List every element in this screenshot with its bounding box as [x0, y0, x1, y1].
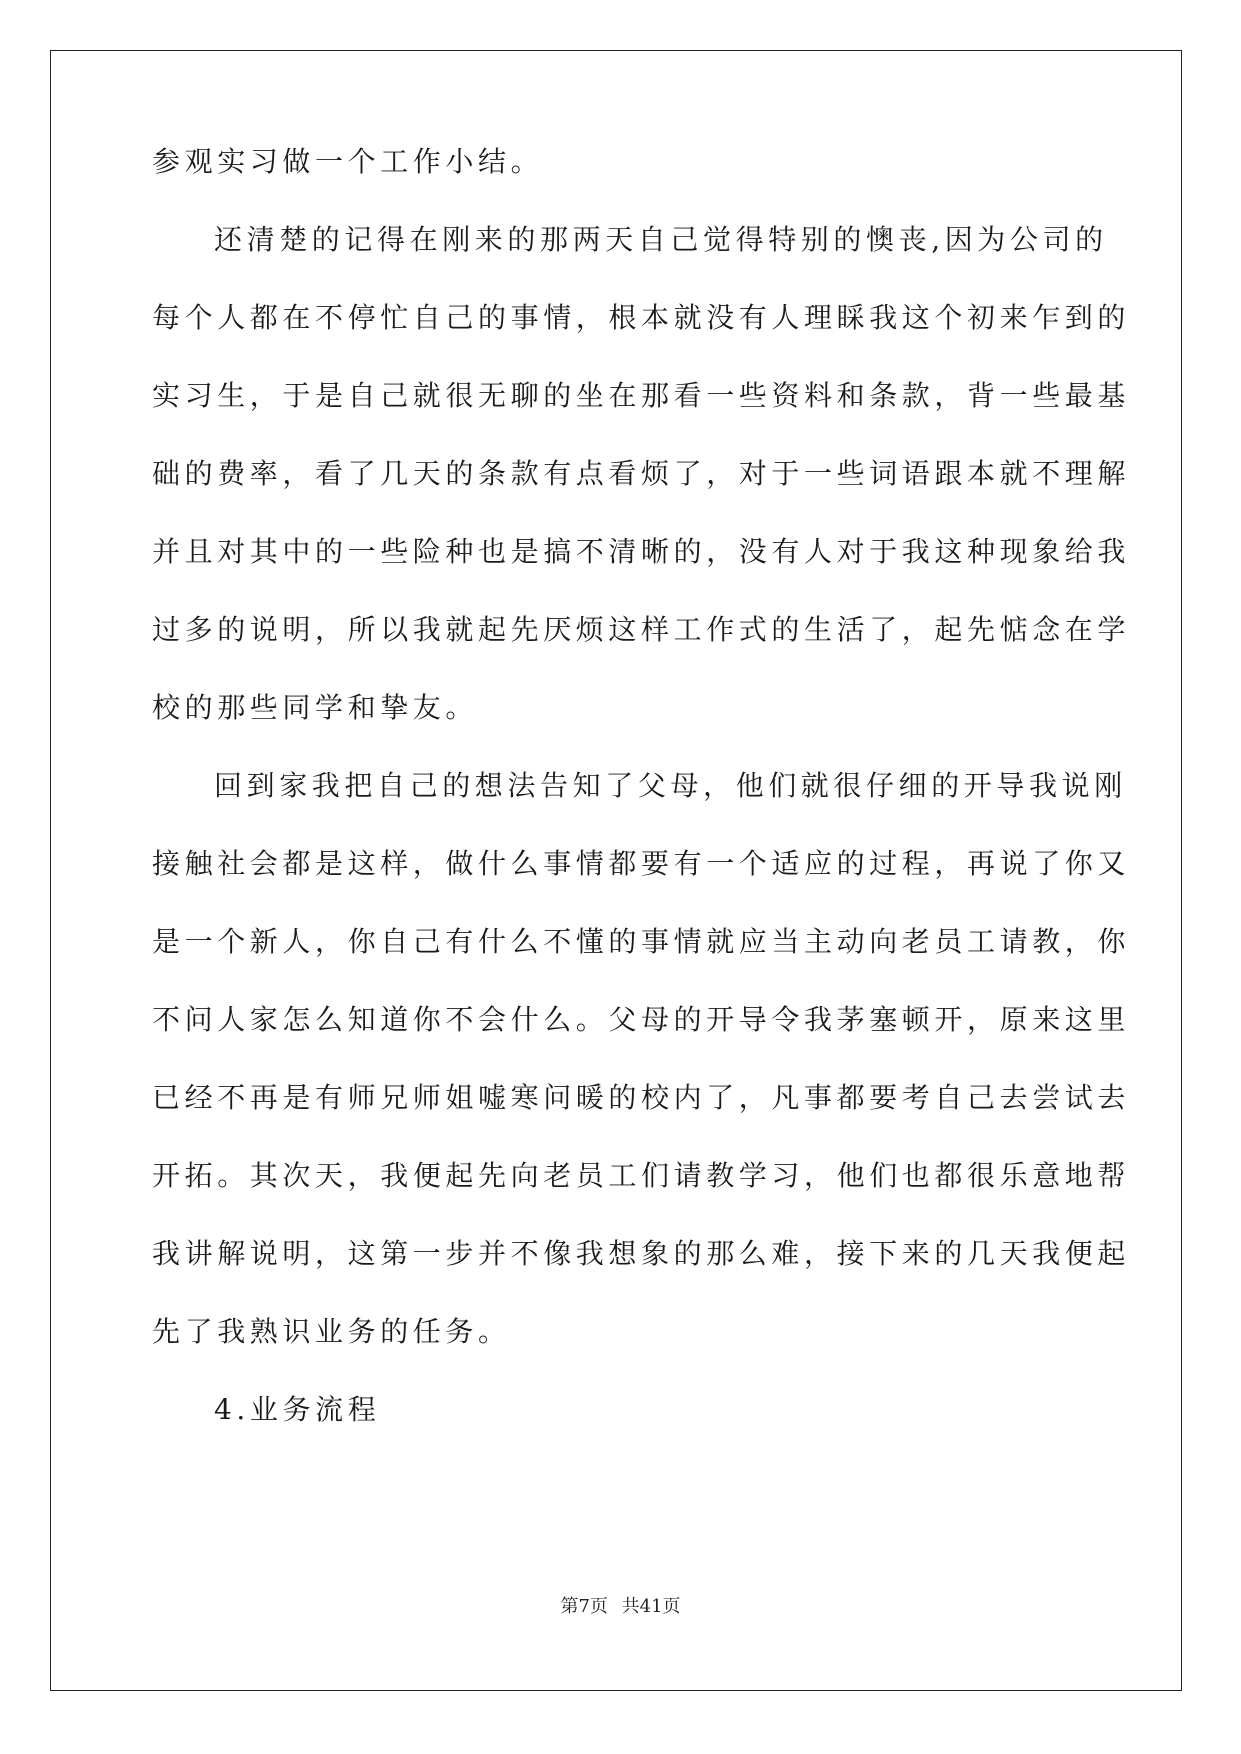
text-line: 是一个新人，你自己有什么不懂的事情就应当主动向老员工请教，你: [152, 925, 1131, 958]
text-line: 校的那些同学和挚友。: [152, 691, 479, 724]
section-heading: 4.业务流程: [214, 1393, 381, 1426]
text-line: 接触社会都是这样，做什么事情都要有一个适应的过程，再说了你又: [152, 847, 1131, 880]
text-line: 不问人家怎么知道你不会什么。父母的开导令我茅塞顿开，原来这里: [152, 1003, 1131, 1036]
text-line: 先了我熟识业务的任务。: [152, 1315, 511, 1348]
text-line: 开拓。其次天，我便起先向老员工们请教学习，他们也都很乐意地帮: [152, 1159, 1131, 1192]
text-line: 过多的说明，所以我就起先厌烦这样工作式的生活了，起先惦念在学: [152, 613, 1131, 646]
text-line: 我讲解说明，这第一步并不像我想象的那么难，接下来的几天我便起: [152, 1237, 1131, 1270]
text-line: 已经不再是有师兄师姐嘘寒问暖的校内了，凡事都要考自己去尝试去: [152, 1081, 1131, 1114]
text-line: 还清楚的记得在刚来的那两天自己觉得特别的懊丧,因为公司的: [214, 223, 1108, 256]
text-line: 实习生，于是自己就很无聊的坐在那看一些资料和条款，背一些最基: [152, 379, 1131, 412]
page-total: 共41页: [621, 1596, 681, 1617]
text-line: 础的费率，看了几天的条款有点看烦了，对于一些词语跟本就不理解: [152, 457, 1131, 490]
text-line: 每个人都在不停忙自己的事情，根本就没有人理睬我这个初来乍到的: [152, 301, 1131, 334]
page-number: 第7页: [560, 1596, 608, 1617]
page-footer: [0, 1592, 1241, 1618]
text-line: 参观实习做一个工作小结。: [152, 145, 544, 178]
text-line: 并且对其中的一些险种也是搞不清晰的，没有人对于我这种现象给我: [152, 535, 1131, 568]
text-line: 回到家我把自己的想法告知了父母，他们就很仔细的开导我说刚: [214, 769, 1127, 802]
